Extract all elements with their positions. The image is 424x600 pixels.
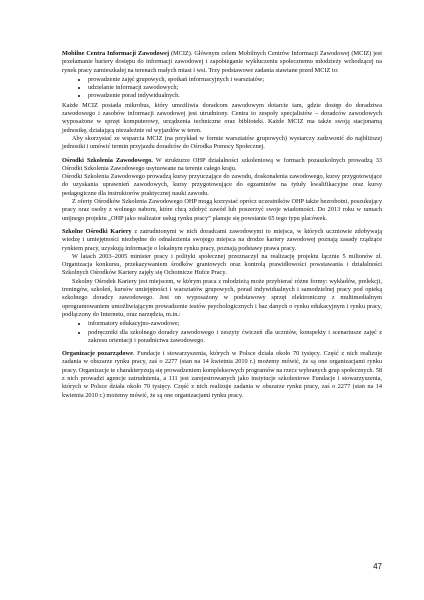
list-item: • prowadzenie zajęć grupowych, spotkań informacyjnych i warsztatów; <box>88 76 382 84</box>
list-item: • prowadzenie porad indywidualnych. <box>88 92 382 100</box>
paragraph: z zatrudnionymi w nich doradcami zawodowymi to miejsca, w których uczniowie zdobywają wiedzę i umiejętności niezbędne do odnalezienia swojego miejsca na drodze kariery zawodowej poznają zasady rządzące rynkiem pracy, uzyskują informacje o lokalnym rynku pracy, poznają podstawy prawa pracy. <box>62 227 382 252</box>
bullet-list <box>62 320 382 345</box>
paragraph: Aby skorzystać ze wsparcia MCIZ (na przykład w formie warsztatów grupowych) wystarczy zadzwonić do najbliższej jednostki i umówić termin przyjazdu doradców do Ośrodka Pomocy Społecznej. <box>62 134 382 151</box>
paragraph: W strukturze OHP działalności szkoleniową w formach pozaszkolnych prowadzą 33 Ośrodki Szkolenia Zawodowego usytuowane na terenie całego kraju. <box>62 156 382 172</box>
section-title: Ośrodki Szkolenia Zawodowego. <box>62 156 153 164</box>
bullet-list <box>62 76 382 101</box>
page-number: 47 <box>373 562 382 571</box>
section-osz <box>62 157 382 223</box>
paragraph: Szkolny Ośrodek Kariery jest miejscem, w którym praca z młodzieżą może przybierać różne formy: wykładów, prelekcji, treningów, szkoleń, kursów umiejętności i warsztatów grupowych, porad indywidualnych i samodzielnej pracy pod opieką szkolnego doradcy zawodowego. Jest on wyposażony w podstawowy sprzęt elektroniczny z multimedialnym oprogramowaniem umożliwiającym prowadzenie testów psychologicznych i baz danych o rynku edukacyjnym i rynku pracy, podłączony do Internetu, oraz narzędzia, m.in.: <box>62 277 382 318</box>
paragraph: Głównym celem Mobilnych Centrów Informacji Zawodowej (MCIZ) jest przełamanie bariery dostępu do informacji zawodowej i zapobieganie wykluczeniu społecznemu młodzieży wchodzącej na rynek pracy zamieszkałej na terenach małych miast i wsi. Trzy podstawowe zadania stawiane przed MCIZ to: <box>62 50 382 74</box>
paragraph: Każde MCIZ posiada mikrobus, który umożliwia doradcom zawodowym dotarcie tam, gdzie dostęp do doradztwa zawodowego i zasobów informacji zawodowej jest utrudniony. Centra to zespoły specjalistów – doradców zawodowych wyposażone w sprzęt komputerowy, urządzenia techniczne oraz biblioteki. Każde MCIZ ma także swoją stacjonarną jednostkę, działającą niezależnie od wyjazdów w teren. <box>62 101 382 134</box>
list-item: • informatory edukacyjno-zawodowe; <box>88 320 382 328</box>
list-item: • udzielanie informacji zawodowych; <box>88 84 382 92</box>
paragraph: W latach 2003–2005 minister pracy i polityki społecznej przeznaczył na realizację projektu łącznie 5 milionów zł. Organizacja konkursu, przekazywaniem środków grantowych oraz kontrolą prawidłowości powstawania i działalności Szkolnych Ośrodków Kariery zajęły się Ochotnicze Hufce Pracy. <box>62 252 382 277</box>
section-title-suffix: (MCIZ). <box>169 50 195 57</box>
paragraph: Z oferty Ośrodków Szkolenia Zawodowego OHP mogą korzystać oprócz uczestników OHP także bezrobotni, poszukujący pracy oraz osoby z wolnego naboru, które chcą zdobyć zawód lub poszerzyć swoje wiadomości. Do 2013 roku w ramach unijnego projektu „OHP jako realizator usług rynku pracy” planuje się powstanie 65 tego typu placówek. <box>62 198 382 222</box>
section-ngo <box>62 350 382 400</box>
section-sok <box>62 228 382 345</box>
section-mciz <box>62 50 382 152</box>
section-title: Mobilne Centra Informacji Zawodowej <box>62 50 170 57</box>
section-title: Szkolne Ośrodki Kariery <box>62 227 132 235</box>
list-item: • podręczniki dla szkolnego doradcy zawodowego i zeszyty ćwiczeń dla uczniów, konspekty i scenariusze zajęć z zakresu orientacji i poradnictwa zawodowego. <box>88 329 382 346</box>
paragraph: Ośrodki Szkolenia Zawodowego prowadzą kursy przyuczające do zawodu, doskonalenia zawodowego, kursy przygotowujące do uzyskania uprawnień zawodowych, kursy przygotowujące do egzaminów na tytuły kwalifikacyjne oraz kursy pedagogiczne dla instruktorów praktycznej nauki zawodu. <box>62 173 382 197</box>
section-title: Organizacje pozarządowe <box>62 350 133 358</box>
paragraph: . Fundacje i stowarzyszenia, których w Polsce działa około 70 tysięcy. Część z nich realizuje zadania w obszarze rynku pracy, zaś o 2277 (stan na 14 kwietnia 2010 r.) możemy mówić, że są one organizacjami rynku pracy. Organizacje te charakteryzują się prowadzeniem kompleksowych programów na rzecz wybranych grup społecznych. 58 z nich prowadzi agencje zatrudnienia, a 111 jest zarejestrowanych jako instytucje szkoleniowe Fundacje i stowarzyszenia, których w Polsce działa około 70 tysięcy. Część z nich realizuje zadania w obszarze rynku pracy, zaś o 2277 (stan na 14 kwietnia 2010 r.) możemy mówić, że są one organizacjami rynku pracy. <box>62 350 382 399</box>
